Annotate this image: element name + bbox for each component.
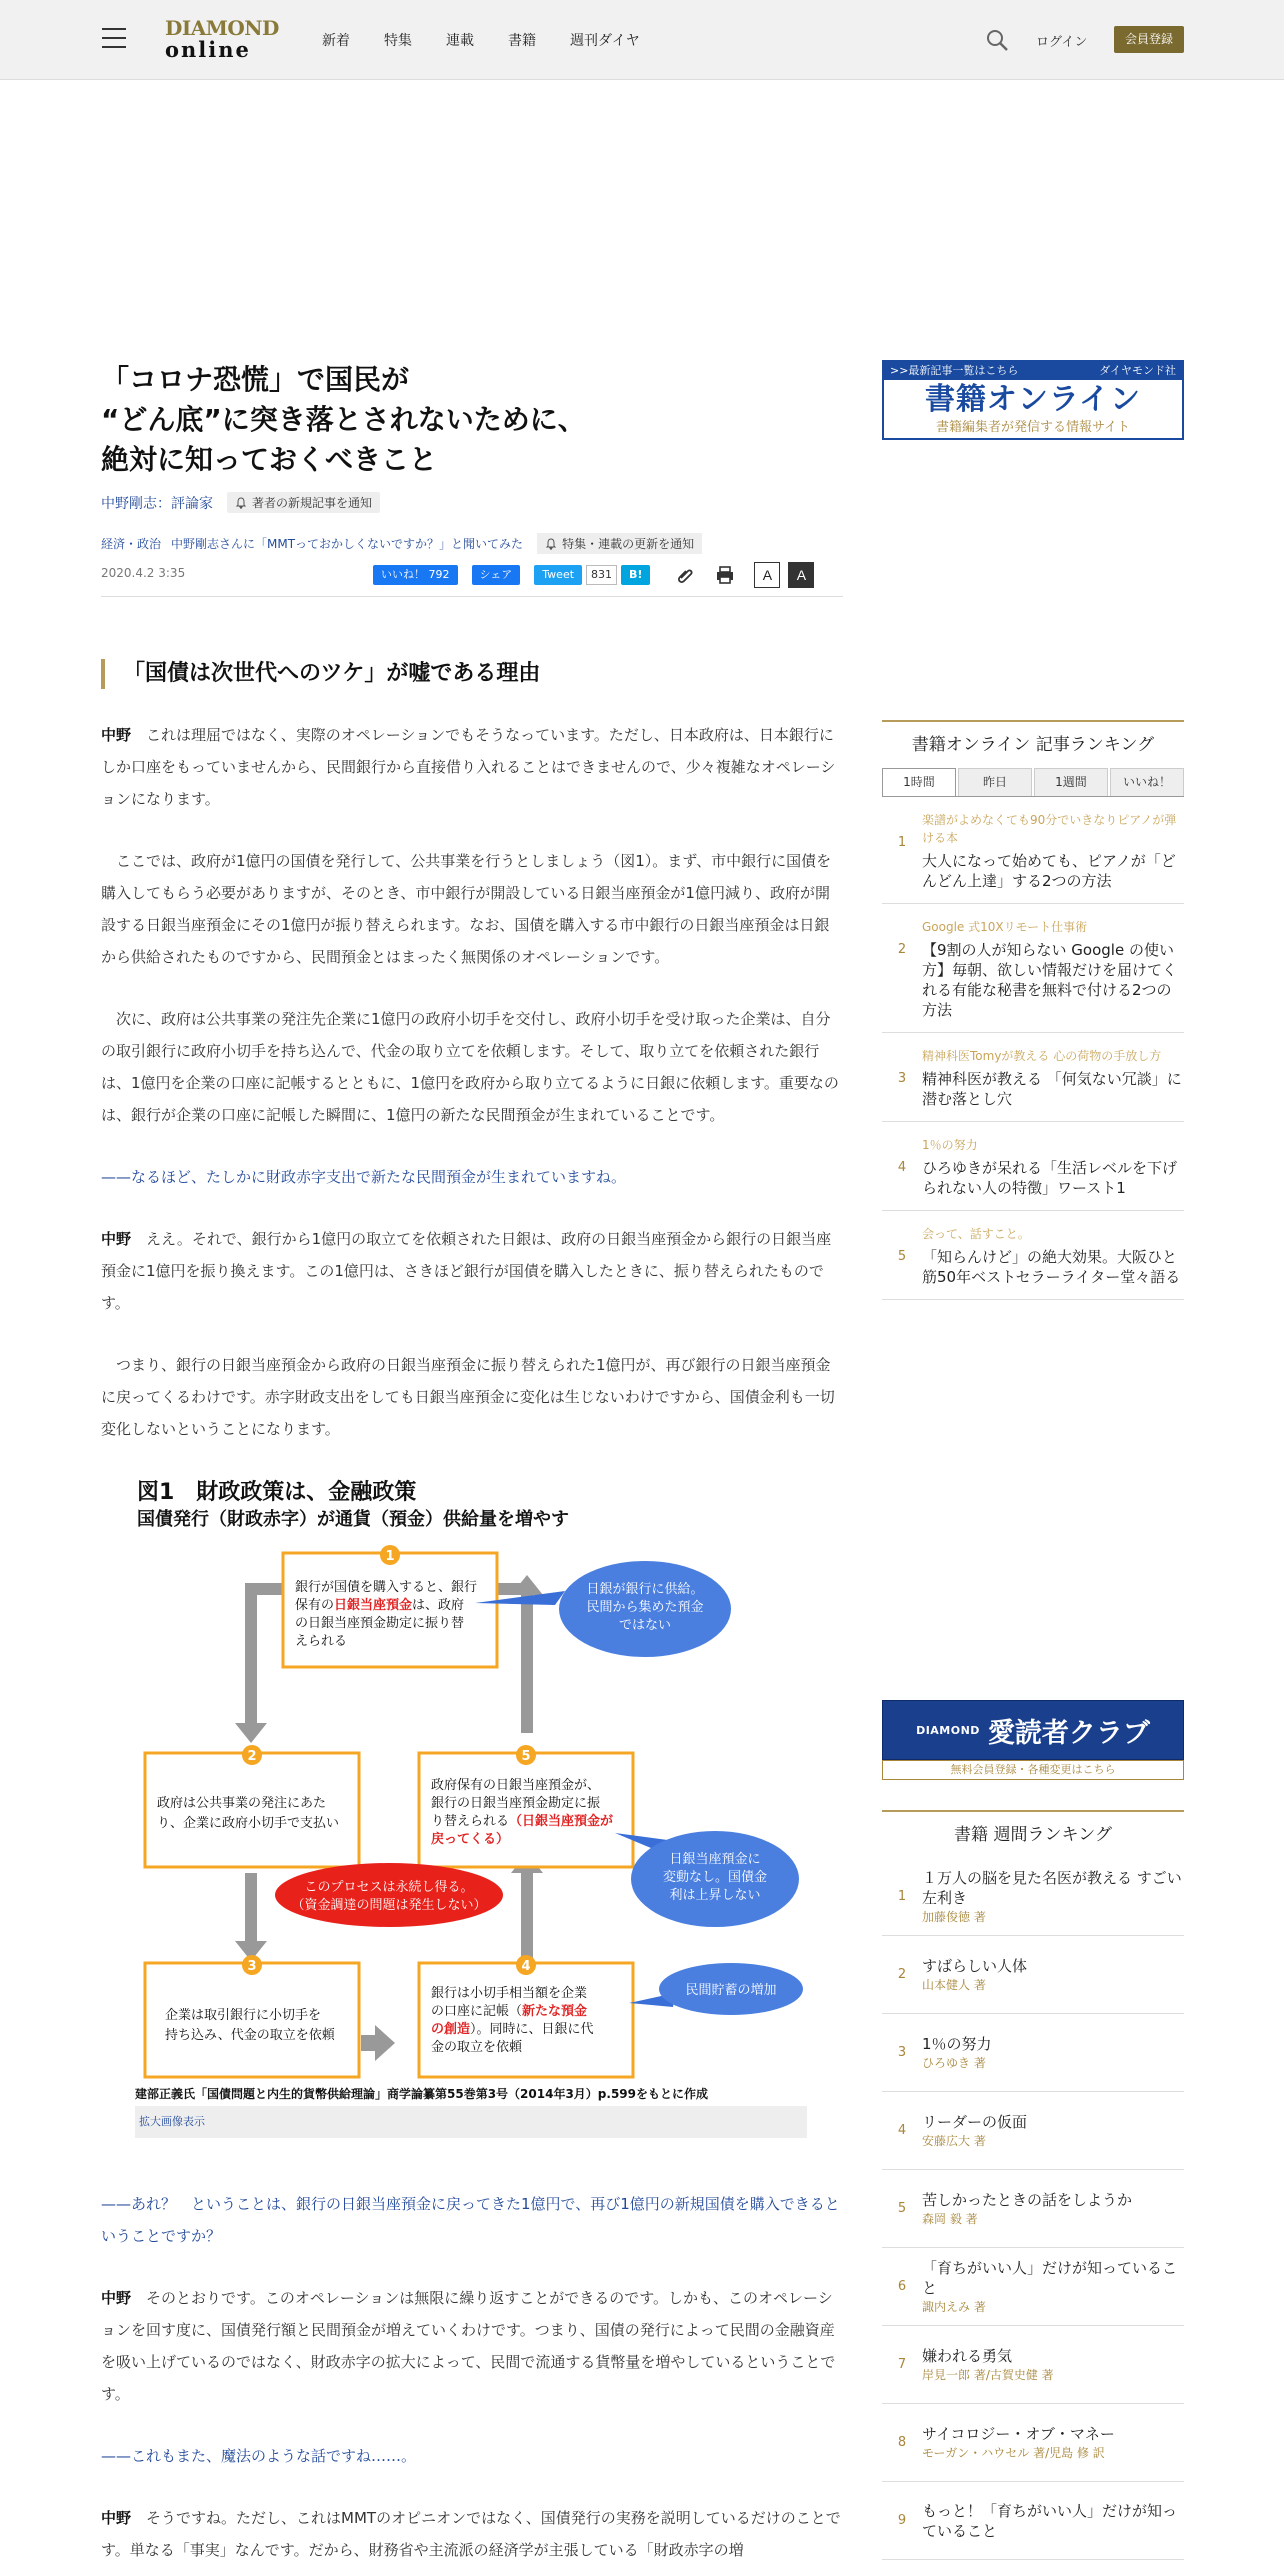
- speaker: 中野: [101, 726, 132, 744]
- series-notify-label: 特集・連載の更新を通知: [562, 537, 695, 551]
- bubble2-text: 日銀当座預金に: [669, 1852, 761, 1867]
- facebook-share-button[interactable]: シェア: [472, 565, 521, 585]
- bubble1-text: 民間から集めた預金: [586, 1600, 704, 1615]
- bell-icon: [545, 538, 557, 550]
- banner-title: 書籍オンライン: [924, 382, 1142, 417]
- flow-box-4: [419, 1963, 633, 2077]
- banner-subtitle: 書籍編集者が発信する情報サイト: [935, 420, 1131, 435]
- rank-number: 4: [897, 1160, 907, 1175]
- print-icon[interactable]: [714, 564, 736, 586]
- rank-series: Google 式10Xリモート仕事術: [922, 920, 1088, 934]
- publish-date: 2020.4.2 3:35: [101, 566, 186, 580]
- rank-number: 5: [897, 1249, 907, 1264]
- rank-number: 6: [897, 2279, 907, 2294]
- box1-text: 保有の: [295, 1598, 335, 1613]
- book-title: サイコロジー・オブ・マネー: [922, 2424, 1115, 2443]
- section-heading: 「国債は次世代へのツケ」が嘘である理由: [101, 659, 843, 689]
- tab-likes[interactable]: いいね！: [1110, 768, 1184, 796]
- weekly-item[interactable]: [882, 1858, 1184, 1936]
- ranking-item[interactable]: [882, 904, 1184, 1033]
- title-line: 「コロナ恐慌」で国民が: [101, 363, 410, 396]
- hatena-bookmark-button[interactable]: B!: [621, 565, 650, 585]
- weekly-item[interactable]: [882, 2326, 1184, 2404]
- enlarge-image-label: 拡大画像表示: [139, 2115, 205, 2128]
- ranking-title: 書籍オンライン 記事ランキング: [911, 735, 1155, 755]
- site-header: [0, 0, 1284, 80]
- box3-text: 持ち込み、代金の取立を依頼: [165, 2028, 335, 2043]
- article-ranking: [882, 720, 1184, 1300]
- box2-text: り、企業に政府小切手で支払い: [157, 1816, 340, 1831]
- paragraph-text: そうですね。ただし、これはMMTのオピニオンではなく、国債発行の実務を説明しているだけのことです。単なる「事実」なんです。だから、財務省や主流派の経済学が主張している「財政赤字の増: [101, 2509, 841, 2559]
- rank-number: 1: [897, 1889, 907, 1904]
- rank-number: 8: [897, 2435, 907, 2450]
- font-size-large-button[interactable]: A: [788, 562, 814, 588]
- nav-books[interactable]: 書籍: [508, 33, 536, 49]
- rank-number: 3: [897, 2045, 907, 2060]
- ranking-item[interactable]: [882, 1033, 1184, 1122]
- book-title: もっと！「育ちがいい人」だけが知っていること: [922, 2501, 1178, 2540]
- step-number: 1: [385, 1549, 395, 1564]
- ranking-item[interactable]: [882, 1122, 1184, 1211]
- logo-line1: DIAMOND: [165, 16, 279, 40]
- box4-text: の口座に記帳（: [431, 2004, 523, 2019]
- box5-text: 政府保有の日銀当座預金が、: [431, 1778, 601, 1793]
- book-author: 山本健人 著: [922, 1977, 986, 1992]
- bubble2-text: 利は上昇しない: [669, 1888, 761, 1903]
- step-number: 2: [247, 1749, 257, 1764]
- paragraph-text: そのとおりです。このオペレーションは無限に繰り返すことができるのです。しかも、このオペレーションを回す度に、国債発行額と民間預金が増えていくわけです。つまり、国債の発行によって民間の金融資産を吸い上げているのではなく、財政赤字の拡大によって、民間で流通する貨幣量を増やしているということです。: [101, 2289, 836, 2403]
- logo-line2: online: [165, 37, 251, 62]
- book-title: 苦しかったときの話をしようか: [922, 2190, 1133, 2209]
- svg-text:の口座に記帳（新たな預金: [431, 2003, 587, 2019]
- title-line: “どん底”に突き落とされないために、: [101, 403, 586, 436]
- menu-icon[interactable]: [102, 28, 126, 48]
- box1-text: えられる: [295, 1634, 348, 1649]
- box4-highlight: の創造: [431, 2022, 471, 2037]
- paragraph-text: ——なるほど、たしかに財政赤字支出で新たな民間預金が生まれていますね。: [101, 1168, 627, 1186]
- rank-number: 2: [897, 1967, 907, 1982]
- social-buttons: [373, 562, 822, 588]
- figure-diagram: [135, 1473, 807, 2081]
- banner-top-bar: [884, 362, 1182, 380]
- category-line: [101, 533, 843, 554]
- rank-headline: 精神科医が教える 「何気ない冗談」に潜む落とし穴: [922, 1070, 1182, 1108]
- banner-latest-link: >>最新記事一覧はこちら: [890, 364, 1019, 377]
- figure-subtitle: 国債発行（財政赤字）が通貨（預金）供給量を増やす: [137, 1509, 569, 1530]
- book-title: リーダーの仮面: [922, 2112, 1028, 2131]
- meta-line: [101, 562, 843, 597]
- rank-number: 3: [897, 1071, 907, 1086]
- weekly-item[interactable]: [882, 1936, 1184, 2014]
- figure-title: 図1 財政政策は、金融政策: [137, 1480, 417, 1505]
- weekly-ranking: [882, 1810, 1184, 2560]
- box4-text: 銀行は小切手相当額を企業: [431, 1986, 588, 2001]
- weekly-item[interactable]: [882, 2482, 1184, 2560]
- oval-text: このプロセスは永続し得る。: [304, 1880, 474, 1895]
- book-title: 「育ちがいい人」だけが知っていること: [922, 2258, 1178, 2297]
- paragraph: [101, 1003, 843, 1131]
- book-author: 加藤俊徳 著: [922, 1909, 986, 1924]
- banner-publisher: ダイヤモンド社: [1099, 364, 1176, 377]
- series-link[interactable]: 中野剛志さんに「MMTっておかしくないですか？」と聞いてみた: [171, 537, 524, 551]
- bubble1-text: ではない: [618, 1618, 672, 1633]
- svg-text:り替えられる（日銀当座預金が: [431, 1813, 613, 1829]
- box1-text: は、政府: [412, 1598, 465, 1613]
- enlarge-image-link[interactable]: [135, 2106, 807, 2138]
- figure-1[interactable]: [135, 1473, 841, 2138]
- box5-highlight: （日銀当座預金が: [509, 1814, 614, 1829]
- book-online-banner[interactable]: [882, 360, 1184, 440]
- category-link[interactable]: 経済・政治: [101, 537, 162, 551]
- article: [101, 360, 843, 2566]
- search-icon[interactable]: [985, 28, 1009, 52]
- paragraph-text: つまり、銀行の日銀当座預金から政府の日銀当座預金に振り替えられた1億円が、再び銀行の日銀当座預金に戻ってくるわけです。赤字財政支出をしても日銀当座預金に変化は生じないわけですから、国債金利も一切変化しないということになります。: [101, 1356, 835, 1438]
- paragraph-text: これは理屈ではなく、実際のオペレーションでもそうなっています。ただし、日本政府は、日本銀行にしか口座をもっていませんから、民間銀行から直接借り入れることはできませんので、少々複雑なオペレーションになります。: [101, 726, 836, 808]
- step-number: 5: [521, 1749, 531, 1764]
- process-oval: [275, 1863, 503, 1927]
- paragraph: [101, 845, 843, 973]
- rank-number: 4: [897, 2123, 907, 2138]
- title-line: 絶対に知っておくべきこと: [101, 443, 438, 476]
- weekly-item[interactable]: [882, 2248, 1184, 2326]
- book-title: 1％の努力: [922, 2034, 992, 2053]
- weekly-item[interactable]: [882, 2404, 1184, 2482]
- article-title: [101, 360, 843, 480]
- site-logo[interactable]: [165, 16, 279, 64]
- book-author: 安藤広大 著: [922, 2133, 986, 2148]
- book-author: モーガン・ハウセル 著/児島 修 訳: [922, 2445, 1105, 2460]
- paragraph: [101, 2502, 843, 2566]
- login-link[interactable]: ログイン: [1036, 35, 1088, 50]
- readers-club-main: [882, 1700, 1184, 1760]
- nav-features[interactable]: 特集: [384, 33, 412, 49]
- book-title: 嫌われる勇気: [922, 2346, 1013, 2365]
- global-nav: [322, 30, 674, 50]
- bubble2-text: 変動なし。国債金: [662, 1870, 768, 1885]
- paragraph: [101, 1349, 843, 1445]
- clip-icon[interactable]: [674, 564, 696, 586]
- speaker: 中野: [101, 2509, 132, 2527]
- box4-highlight: 新たな預金: [522, 2004, 588, 2019]
- readers-club-brand: DIAMOND: [916, 1723, 980, 1737]
- box1-highlight: 日銀当座預金: [334, 1598, 413, 1613]
- rank-series: 1％の努力: [922, 1138, 978, 1152]
- paragraph: [101, 1223, 843, 1319]
- paragraph-text: ここでは、政府が1億円の国債を発行して、公共事業を行うとしましょう（図1）。まず、市中銀行に国債を購入してもらう必要がありますが、そのとき、市中銀行が開設している日銀当座預金が1億円減り、政府が開設する日銀当座預金にその1億円が振り替えられます。なお、国債を購入する市中銀行の日銀当座預金は日銀から供給されたものですから、民間預金とはまったく無関係のオペレーションです。: [101, 852, 832, 966]
- tweet-count: 831: [586, 565, 617, 585]
- weekly-ranking-title: 書籍 週間ランキング: [954, 1825, 1112, 1845]
- rank-headline: ひろゆきが呆れる「生活レベルを下げられない人の特徴」ワースト1: [922, 1159, 1178, 1197]
- book-author: 岸見一郎 著/古賀史健 著: [922, 2367, 1054, 2382]
- register-button[interactable]: 会員登録: [1114, 26, 1184, 53]
- ranking-item[interactable]: [882, 1211, 1184, 1300]
- bubble1-text: 日銀が銀行に供給。: [586, 1582, 704, 1597]
- box5-text: 銀行の日銀当座預金勘定に振: [431, 1796, 601, 1811]
- tweet-button[interactable]: Tweet: [534, 565, 582, 585]
- paragraph-text: ——これもまた、魔法のような話ですね……。: [101, 2447, 417, 2465]
- series-notify-button[interactable]: [537, 533, 702, 554]
- rank-headline: 「知らんけど」の絶大効果。大阪ひと筋50年ベストセラーライター堂々語る: [922, 1248, 1181, 1286]
- oval-text: （資金調達の問題は発生しない）: [291, 1898, 487, 1913]
- svg-text:の創造）。同時に、日銀に代: [431, 2021, 594, 2037]
- author-line: [101, 492, 843, 513]
- readers-club-banner[interactable]: [882, 1700, 1184, 1780]
- bubble3-text: 民間貯蓄の増加: [685, 1983, 777, 1998]
- weekly-item[interactable]: [882, 2092, 1184, 2170]
- readers-club-sub: 無料会員登録・各種変更はこちら: [882, 1760, 1184, 1780]
- box5-text: り替えられる: [431, 1814, 510, 1829]
- speaker: 中野: [101, 2289, 132, 2307]
- paragraph: [101, 719, 843, 815]
- nav-new[interactable]: 新着: [322, 33, 350, 49]
- box3-text: 企業は取引銀行に小切手を: [165, 2008, 322, 2023]
- author-notify-label: 著者の新規記事を通知: [252, 496, 373, 510]
- facebook-like-button[interactable]: いいね！ 792: [373, 565, 458, 585]
- tab-1hour[interactable]: 1時間: [882, 768, 956, 796]
- author-notify-button[interactable]: [227, 492, 380, 513]
- interviewer-question: [101, 2440, 843, 2472]
- rank-series: 楽譜がよめなくても90分でいきなりピアノが弾ける本: [922, 813, 1177, 845]
- paragraph-text: ええ。それで、銀行から1億円の取立てを依頼された日銀は、政府の日銀当座預金から銀行の日銀当座預金に1億円を振り換えます。この1億円は、さきほど銀行が国債を購入したときに、振り替えられたものです。: [101, 1230, 832, 1312]
- box4-text: ）。同時に、日銀に代: [470, 2022, 594, 2037]
- interviewer-question: [101, 2188, 843, 2252]
- speaker: 中野: [101, 1230, 132, 1248]
- book-author: 諏内えみ 著: [922, 2299, 986, 2314]
- book-title: １万人の脳を見た名医が教える すごい左利き: [922, 1868, 1182, 1907]
- box5-highlight: 戻ってくる）: [431, 1832, 510, 1847]
- rank-number: 5: [897, 2201, 907, 2216]
- nav-weekly-diamond[interactable]: 週刊ダイヤ: [570, 33, 640, 49]
- author-link[interactable]: 中野剛志：評論家: [101, 495, 213, 512]
- paragraph: [101, 2282, 843, 2410]
- weekly-item[interactable]: [882, 2170, 1184, 2248]
- rank-headline: 大人になって始めても、ピアノが「どんどん上達」する2つの方法: [922, 852, 1176, 890]
- rank-series: 会って、話すこと。: [922, 1227, 1030, 1241]
- step-number: 4: [521, 1959, 531, 1974]
- box4-text: 金の取立を依頼: [431, 2040, 523, 2055]
- rank-number: 7: [897, 2357, 907, 2372]
- font-size-normal-button[interactable]: A: [754, 562, 780, 588]
- nav-series[interactable]: 連載: [446, 33, 474, 49]
- rank-number: 2: [897, 942, 907, 957]
- figure-caption: 建部正義氏「国債問題と内生的貨幣供給理論」商学論纂第55巻第3号（2014年3月）p.599をもとに作成: [135, 2087, 708, 2101]
- book-author: ひろゆき 著: [922, 2055, 986, 2070]
- rank-number: 9: [897, 2513, 907, 2528]
- svg-text:保有の日銀当座預金は、政府: [295, 1597, 464, 1613]
- tab-yesterday[interactable]: 昨日: [958, 768, 1032, 796]
- box1-text: の日銀当座預金勘定に振り替: [295, 1616, 465, 1631]
- rank-headline: 【9割の人が知らない Google の使い方】毎朝、欲しい情報だけを届けてくれる有能な秘書を無料で付ける2つの方法: [922, 941, 1178, 1019]
- weekly-item[interactable]: [882, 2014, 1184, 2092]
- interviewer-question: [101, 1161, 843, 1193]
- tab-1week[interactable]: 1週間: [1034, 768, 1108, 796]
- book-author: 森岡 毅 著: [922, 2211, 978, 2226]
- paragraph-text: ——あれ？ ということは、銀行の日銀当座預金に戻ってきた1億円で、再び1億円の新規国債を購入できるということですか？: [101, 2195, 840, 2245]
- box1-text: 銀行が国債を購入すると、銀行: [295, 1580, 478, 1595]
- paragraph-text: 次に、政府は公共事業の発注先企業に1億円の政府小切手を交付し、政府小切手を受け取った企業は、自分の取引銀行に政府小切手を持ち込んで、代金の取り立てを依頼します。そして、取り立てを依頼された銀行は、1億円を企業の口座に記帳するとともに、1億円を政府から取り立てるように日銀に依頼します。重要なのは、銀行が企業の口座に記帳した瞬間に、1億円の新たな民間預金が生まれていることです。: [101, 1010, 839, 1124]
- readers-club-title: 愛読者クラブ: [987, 1717, 1150, 1749]
- ranking-item[interactable]: [882, 797, 1184, 904]
- book-title: すばらしい人体: [922, 1956, 1028, 1975]
- bell-icon: [235, 497, 247, 509]
- ranking-tabs: [882, 768, 1184, 797]
- rank-series: 精神科医Tomyが教える 心の荷物の手放し方: [922, 1049, 1162, 1063]
- step-number: 3: [247, 1959, 257, 1974]
- rank-number: 1: [897, 835, 907, 850]
- box2-text: 政府は公共事業の発注にあた: [157, 1796, 327, 1811]
